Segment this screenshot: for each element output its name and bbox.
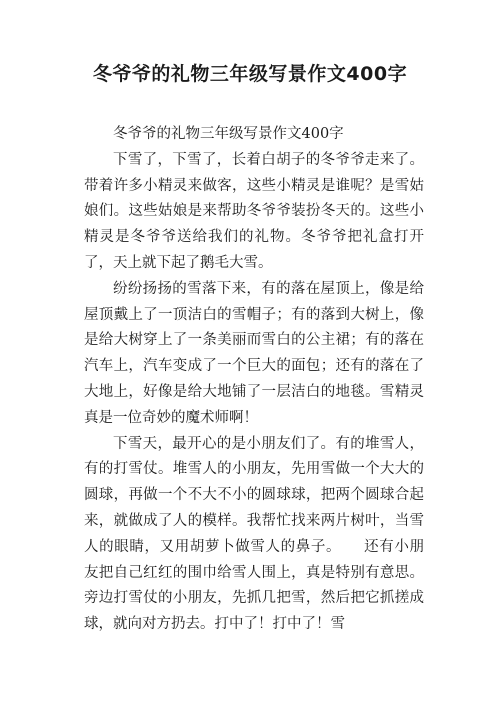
document-body (84, 122, 424, 638)
paragraph: 纷纷扬扬的雪落下来，有的落在屋顶上，像是给屋顶戴上了一顶洁白的雪帽子；有的落到大树上，像是给大树穿上了一条美丽而雪白的公主裙；有的落在汽车上，汽车变成了一个巨大的面包；还有的落在了大地上，好像是给大地铺了一层洁白的地毯。雪精灵真是一位奇妙的魔术师啊！ (84, 280, 424, 426)
document-subtitle: 冬爷爷的礼物三年级写景作文400字 (113, 126, 344, 142)
paragraph: 下雪天，最开心的是小朋友们了。有的堆雪人，有的打雪仗。堆雪人的小朋友，先用雪做一个大大的圆球，再做一个不大不小的圆球球，把两个圆球合起来，就做成了人的模样。我帮忙找来两片树叶，当雪人的眼睛，又用胡萝卜做雪人的鼻子。 还有小朋友把自己红红的围巾给雪人围上，真是特别有意思。旁边打雪仗的小朋友，先抓几把雪，然后把它抓搓成球，就向对方扔去。打中了！打中了！雪 (84, 435, 424, 633)
paragraph: 下雪了，下雪了，长着白胡子的冬爷爷走来了。带着许多小精灵来做客，这些小精灵是谁呢？是雪姑娘们。这些姑娘是来帮助冬爷爷装扮冬天的。这些小精灵是冬爷爷送给我们的礼物。冬爷爷把礼盒打开了，天上就下起了鹅毛大雪。 (84, 151, 424, 271)
document-title: 冬爷爷的礼物三年级写景作文400字 (92, 63, 408, 85)
